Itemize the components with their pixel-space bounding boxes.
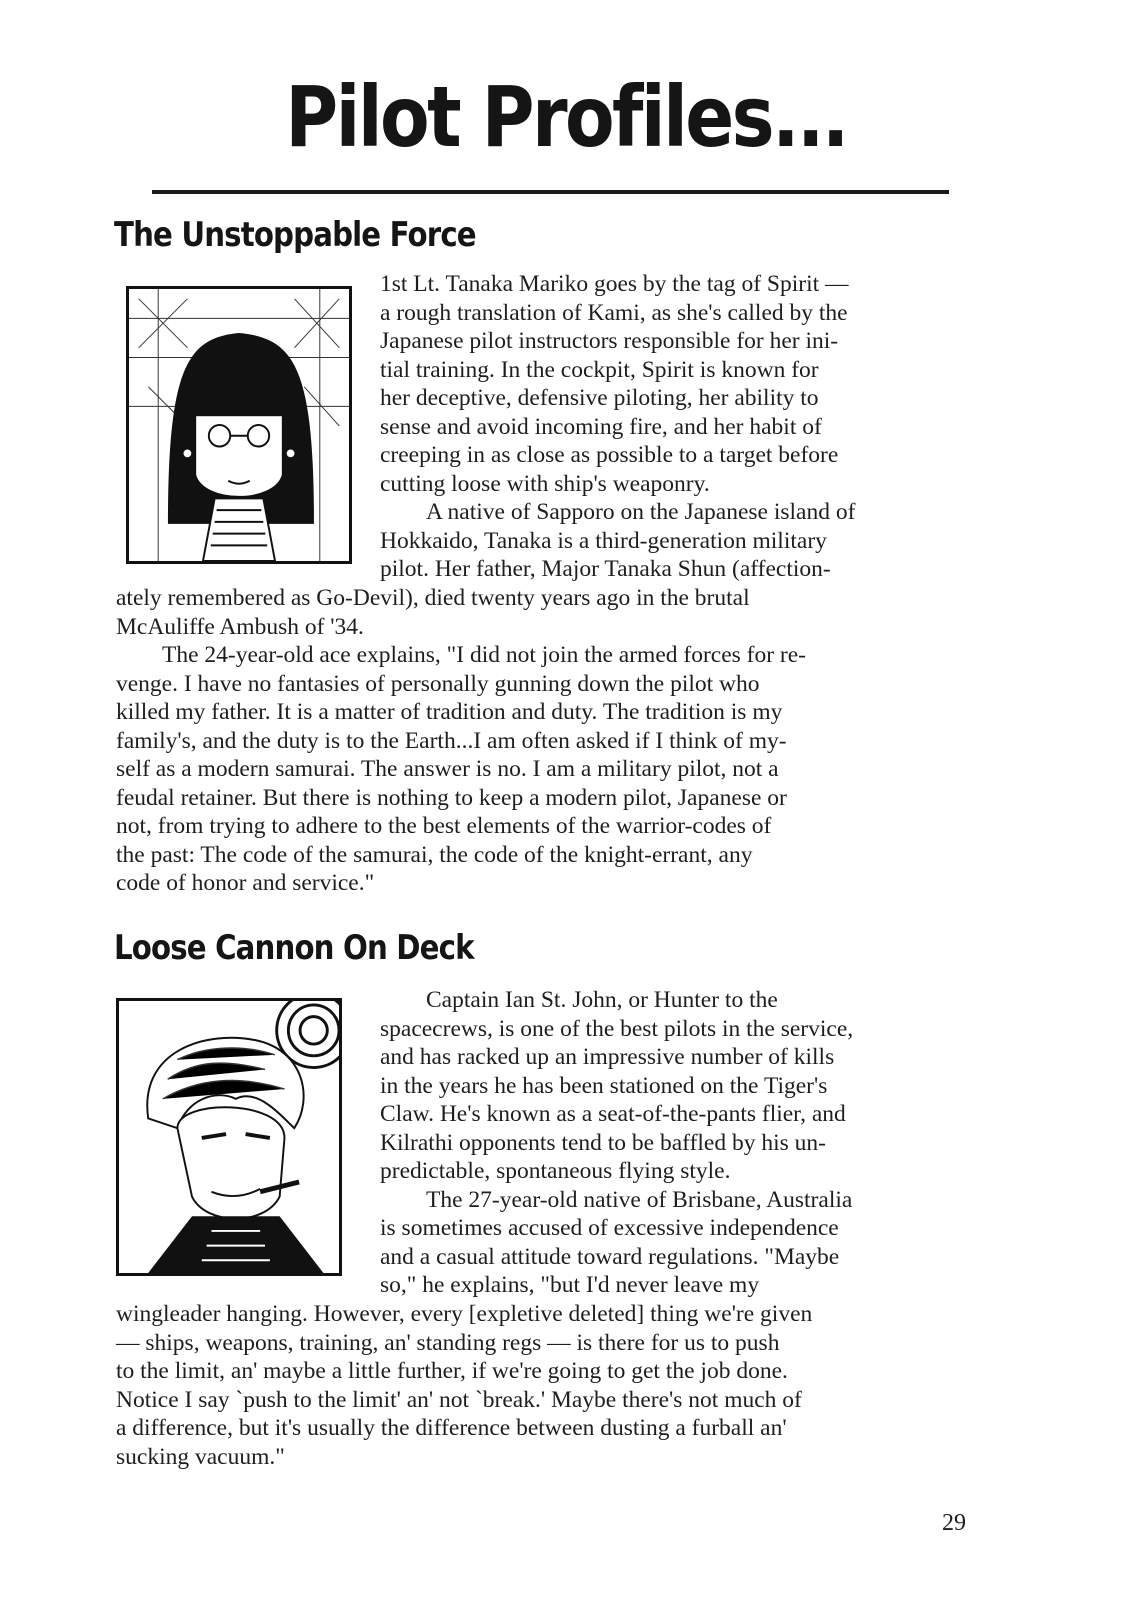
text-line: not, from trying to adhere to the best elements of the warrior-codes of xyxy=(116,813,772,839)
text-line: to the limit, an' maybe a little further, if we're going to get the job done. xyxy=(116,1358,788,1384)
text-line: a rough translation of Kami, as she's called by the xyxy=(380,299,848,326)
text-line: predictable, spontaneous flying style. xyxy=(380,1158,731,1184)
text-line: spacecrews, is one of the best pilots in the service, xyxy=(380,1015,854,1042)
text-line: her deceptive, defensive piloting, her ability to xyxy=(380,385,819,411)
text-line: sucking vacuum." xyxy=(116,1443,285,1470)
text-line: — ships, weapons, training, an' standing regs — is there for us to push xyxy=(116,1329,780,1356)
text-line: venge. I have no fantasies of personally gunning down the pilot who xyxy=(116,670,760,697)
profile-text-full-st-john xyxy=(116,1300,812,1471)
pilot-portrait-tanaka xyxy=(126,286,352,564)
text-line: 1st Lt. Tanaka Mariko goes by the tag of Spirit — xyxy=(380,271,849,297)
text-line: in the years he has been stationed on the Tiger's xyxy=(380,1072,828,1099)
text-line: Notice I say `push to the limit' an' not `break.' Maybe there's not much of xyxy=(116,1386,802,1413)
text-line: killed my father. It is a matter of tradition and duty. The tradition is my xyxy=(116,699,783,725)
text-line: feudal retainer. But there is nothing to keep a modern pilot, Japanese or xyxy=(116,784,787,811)
text-line: so," he explains, "but I'd never leave my xyxy=(380,1272,760,1298)
section-heading-unstoppable-force: The Unstoppable Force xyxy=(114,215,476,255)
text-line: Japanese pilot instructors responsible for her ini- xyxy=(380,328,839,354)
text-line: Captain Ian St. John, or Hunter to the xyxy=(426,987,778,1013)
text-line: a difference, but it's usually the difference between dusting a furball an' xyxy=(116,1415,787,1441)
text-line: Claw. He's known as a seat-of-the-pants flier, and xyxy=(380,1101,846,1127)
profile-text-intro-tanaka xyxy=(380,270,855,584)
text-line: sense and avoid incoming fire, and her habit of xyxy=(380,413,822,440)
text-line: ately remembered as Go-Devil), died twenty years ago in the brutal xyxy=(116,585,750,611)
profile-text-full-tanaka xyxy=(116,584,806,898)
text-line: creeping in as close as possible to a target before xyxy=(380,442,839,468)
text-line: family's, and the duty is to the Earth...I am often asked if I think of my- xyxy=(116,727,787,754)
text-line: code of honor and service." xyxy=(116,870,375,896)
text-line: and a casual attitude toward regulations. "Maybe xyxy=(380,1243,840,1270)
page-title: Pilot Profiles... xyxy=(285,68,847,166)
profile-text-intro-st-john xyxy=(380,986,853,1300)
text-line: the past: The code of the samurai, the code of the knight-errant, any xyxy=(116,841,753,868)
text-line: The 27-year-old native of Brisbane, Australia xyxy=(426,1186,853,1213)
text-line: tial training. In the cockpit, Spirit is known for xyxy=(380,356,819,383)
text-line: A native of Sapporo on the Japanese island of xyxy=(426,499,856,525)
text-line: is sometimes accused of excessive independence xyxy=(380,1215,839,1241)
section-heading-loose-cannon: Loose Cannon On Deck xyxy=(114,928,474,968)
text-line: Hokkaido, Tanaka is a third-generation military xyxy=(380,527,827,554)
text-line: self as a modern samurai. The answer is no. I am a military pilot, not a xyxy=(116,756,779,782)
title-divider xyxy=(152,190,949,194)
text-line: McAuliffe Ambush of '34. xyxy=(116,613,364,640)
pilot-portrait-st-john xyxy=(116,998,342,1276)
text-line: Kilrathi opponents tend to be baffled by his un- xyxy=(380,1129,826,1156)
text-line: The 24-year-old ace explains, "I did not join the armed forces for re- xyxy=(162,642,807,668)
page-number: 29 xyxy=(942,1510,966,1536)
text-line: and has racked up an impressive number of kills xyxy=(380,1044,835,1070)
text-line: wingleader hanging. However, every [expletive deleted] thing we're given xyxy=(116,1301,813,1327)
text-line: cutting loose with ship's weaponry. xyxy=(380,470,710,497)
text-line: pilot. Her father, Major Tanaka Shun (affection- xyxy=(380,556,831,582)
